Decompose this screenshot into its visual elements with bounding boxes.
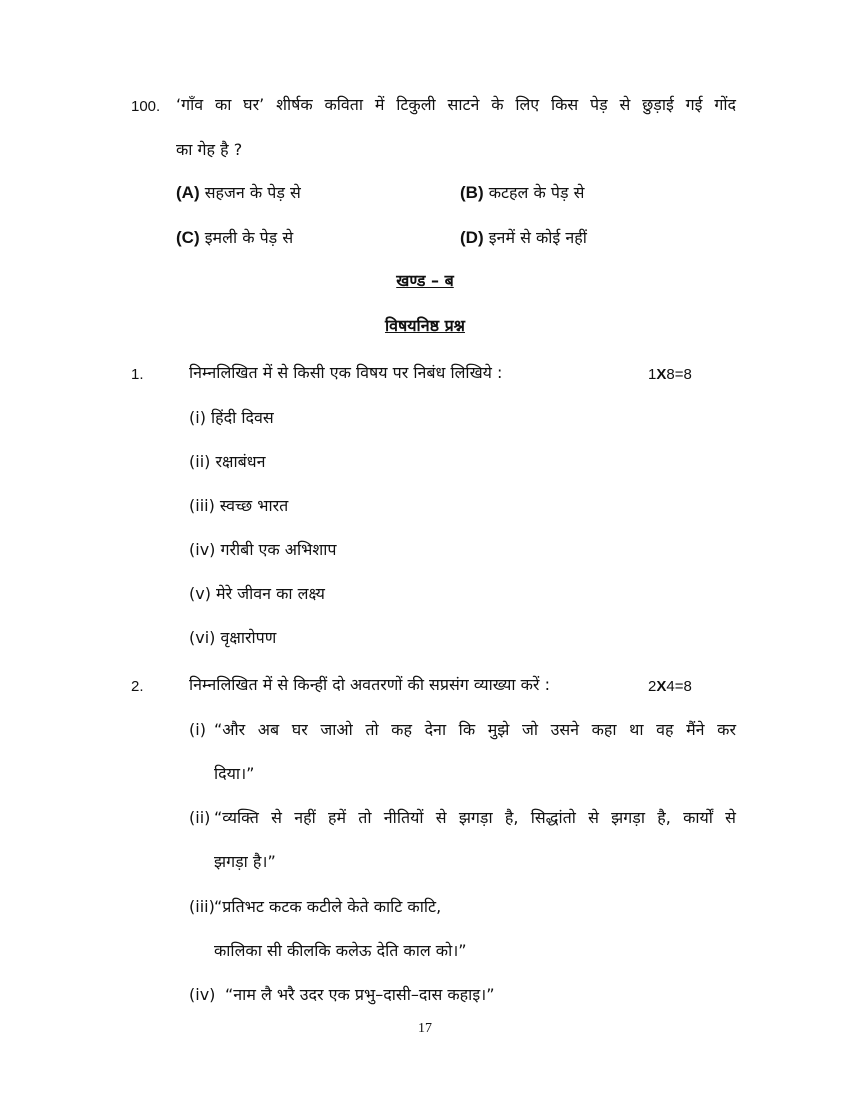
question-text: ‘गाँव का घर’ शीर्षक कविता में टिकुली साटने के लिए किस पेड़ से छुड़ाई गई गोंद: [176, 95, 736, 114]
question-number: 100.: [131, 98, 161, 115]
option-text: सहजन के पेड़ से: [204, 183, 301, 202]
question-number: 2.: [131, 678, 144, 695]
passage-text: “व्यक्ति से नहीं हमें तो नीतियों से झगड़ा है, सिद्धांतो से झगड़ा है, कार्यों से: [214, 808, 736, 827]
section-title: खण्ड – ब: [396, 271, 454, 290]
marks: 1X8=8: [648, 366, 692, 383]
essay-topic: (iv) गरीबी एक अभिशाप: [189, 540, 337, 559]
option-b: [460, 183, 584, 203]
marks: 2X4=8: [648, 678, 692, 695]
page-number: 17: [418, 1021, 432, 1036]
passage-text-continued: कालिका सी कीलकि कलेऊ देति काल को।”: [214, 941, 467, 960]
question-text-continued: का गेह है ?: [176, 140, 243, 159]
option-text: इनमें से कोई नहीं: [488, 228, 587, 247]
passage-label: (iv): [189, 985, 216, 1004]
passage-label: (i): [189, 720, 206, 739]
passage-text-continued: झगड़ा है।”: [214, 852, 276, 871]
passage-text: “और अब घर जाओ तो कह देना कि मुझे जो उसने कहा था वह मैंने कर: [214, 720, 736, 739]
question-text: निम्नलिखित में से किसी एक विषय पर निबंध लिखिये :: [189, 363, 503, 382]
option-letter: (A): [176, 183, 200, 202]
question-text: निम्नलिखित में से किन्हीं दो अवतरणों की सप्रसंग व्याख्या करें :: [189, 675, 550, 694]
option-a: [176, 183, 301, 203]
option-text: कटहल के पेड़ से: [488, 183, 585, 202]
passage-label: (ii): [189, 808, 211, 827]
essay-topic: (v) मेरे जीवन का लक्ष्य: [189, 584, 325, 603]
option-text: इमली के पेड़ से: [204, 228, 294, 247]
section-subtitle: विषयनिष्ठ प्रश्न: [384, 316, 465, 335]
option-letter: (B): [460, 183, 484, 202]
option-c: [176, 228, 293, 248]
option-letter: (C): [176, 228, 200, 247]
question-number: 1.: [131, 366, 144, 383]
option-letter: (D): [460, 228, 484, 247]
essay-topic: (iii) स्वच्छ भारत: [189, 496, 289, 515]
essay-topic: (i) हिंदी दिवस: [189, 408, 274, 427]
passage-label: (iii): [189, 897, 215, 916]
essay-topic: (ii) रक्षाबंधन: [189, 452, 266, 471]
option-d: [460, 228, 587, 248]
passage-text-continued: दिया।”: [214, 764, 255, 783]
essay-topic: (vi) वृक्षारोपण: [189, 628, 277, 647]
passage-text: “नाम लै भरै उदर एक प्रभु–दासी–दास कहाइ।”: [225, 985, 495, 1004]
passage-text: “प्रतिभट कटक कटीले केते काटि काटि,: [214, 897, 442, 916]
